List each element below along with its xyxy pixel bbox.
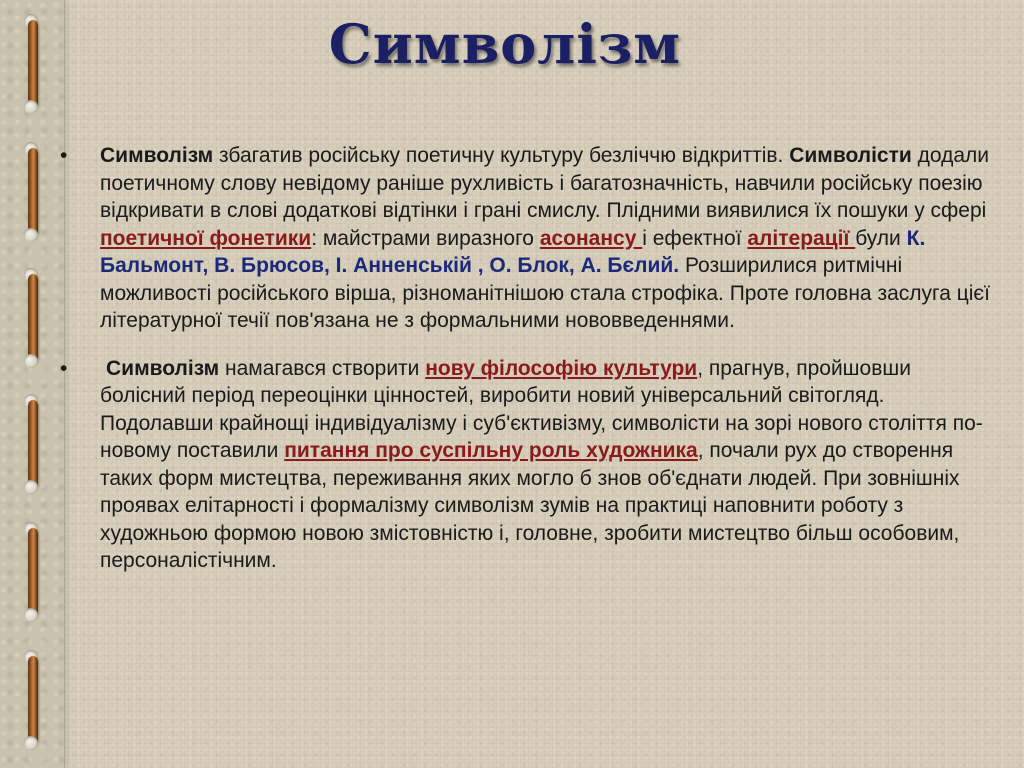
binding-bar [28, 656, 38, 744]
bullet-paragraph-1 [60, 142, 990, 335]
link-social-role-of-artist[interactable]: питання про суспільну роль художника [284, 439, 698, 462]
binding-ring [22, 522, 52, 622]
binding-ring [22, 142, 52, 242]
binding-ring [22, 394, 52, 494]
binding-bar [28, 148, 38, 236]
term-symbolism: Символізм [106, 356, 220, 380]
paragraph-text: , почали рух до створення таких форм мистецтва, переживання яких могло б знов об'єднати людей. При зовнішніх проявах елітарності і формалізму символізм зумів на практиці наповнити роботу з художньою формою новою змістовністю і, головне, зробити мистецтво більш особовим, персоналістічним. [100, 439, 960, 572]
binding-ring [22, 650, 52, 750]
poet-names: К. Бальмонт, В. Брюсов, І. Анненськiй , О. Блок, А. Бєлий. [100, 226, 926, 277]
binding-hole [24, 354, 38, 368]
paragraph-text: , прагнув, пройшовши болісний період переоцінки цінностей, виробити новий універсальний світогляд. Подолавши крайнощі індивідуалізму і суб'єктивізму, символісти на зорі нового століття по-новому поставили [100, 356, 983, 462]
paragraph-text: були [855, 226, 907, 250]
link-alliteration[interactable]: алітерації [747, 226, 856, 250]
bullet-marker: • [60, 356, 68, 380]
link-new-philosophy-of-culture[interactable]: нову філософію культури [425, 356, 698, 380]
paragraph-text: додали поетичному слову невідому раніше рухливість і багатозначність, навчили російську поезію відкривати в слові додаткові відтінки і грані смислу. Плідними виявилися їх пошуки у сфері [100, 144, 990, 222]
binding-bar [28, 274, 38, 362]
term-symbolism: Символізм [100, 144, 214, 167]
notebook-binding-strip [0, 0, 65, 768]
binding-hole [24, 480, 38, 494]
paragraph-text: : майстрами виразного [311, 226, 540, 250]
slide-content [60, 142, 990, 595]
paragraph-text: і ефектної [642, 226, 748, 250]
paragraph-text: намагався створити [219, 356, 426, 380]
binding-hole [24, 736, 38, 750]
paragraph-text: Розширилися ритмічні можливості російського вірша, різноманітнішою стала строфіка. Проте головна заслуга цієї літературної течії пов'язана не з формальними нововведеннями. [100, 254, 990, 332]
binding-bar [28, 400, 38, 488]
binding-hole [24, 608, 38, 622]
link-poetic-phonetics[interactable]: поетичної фонетики [100, 226, 312, 250]
term-symbolists: Символісти [789, 144, 912, 167]
link-assonance[interactable]: асонансу [539, 226, 643, 250]
bullet-marker: • [60, 144, 68, 167]
slide-title: Символізм [328, 12, 682, 76]
bullet-paragraph-2 [60, 355, 990, 575]
binding-ring [22, 268, 52, 368]
binding-bar [28, 528, 38, 616]
binding-hole [24, 100, 38, 114]
binding-hole [24, 228, 38, 242]
paragraph-text: збагатив російську поетичну культуру безліччю відкриттів. [213, 144, 790, 167]
